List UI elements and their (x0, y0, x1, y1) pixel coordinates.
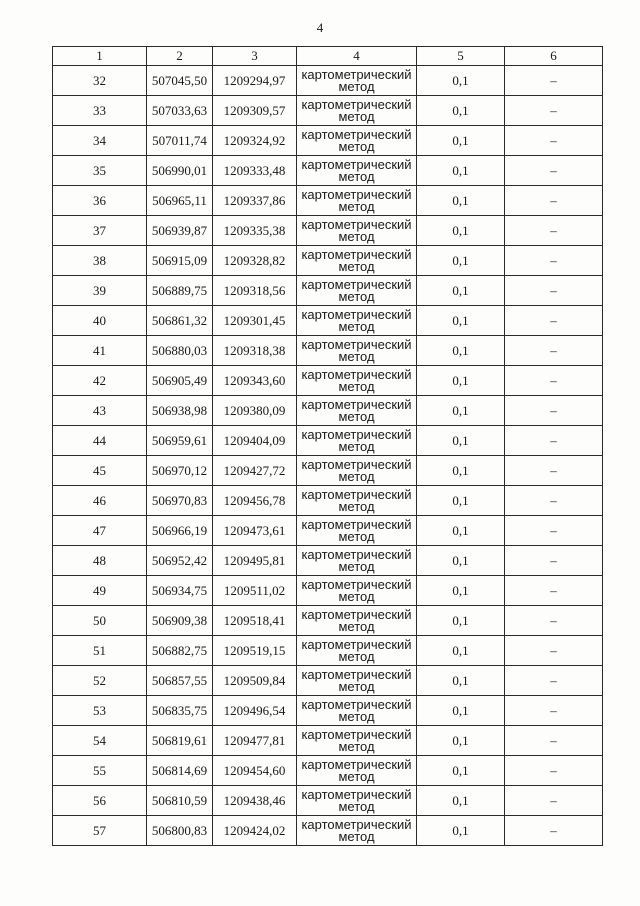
x-coordinate-cell: 506905,49 (147, 366, 213, 396)
accuracy-cell: 0,1 (417, 396, 505, 426)
table-body (53, 66, 603, 846)
point-number-cell: 33 (53, 96, 147, 126)
method-line-1: картометрический (301, 366, 412, 382)
description-cell: – (505, 126, 603, 156)
method-line-1: картометрический (301, 126, 412, 142)
x-coordinate-cell: 506938,98 (147, 396, 213, 426)
table-row (53, 126, 603, 156)
method-line-2: метод (338, 318, 375, 334)
method-cell (297, 156, 417, 186)
method-line-2: метод (338, 618, 375, 634)
x-coordinate-cell: 506889,75 (147, 276, 213, 306)
method-line-1: картометрический (301, 516, 412, 532)
table-row (53, 366, 603, 396)
description-cell: – (505, 786, 603, 816)
table-row (53, 276, 603, 306)
method-line-1: картометрический (301, 216, 412, 232)
y-coordinate-cell: 1209324,92 (213, 126, 297, 156)
point-number-cell: 47 (53, 516, 147, 546)
table-row (53, 786, 603, 816)
x-coordinate-cell: 506819,61 (147, 726, 213, 756)
table-row (53, 156, 603, 186)
method-cell (297, 726, 417, 756)
description-cell: – (505, 186, 603, 216)
method-cell (297, 66, 417, 96)
accuracy-cell: 0,1 (417, 786, 505, 816)
method-cell (297, 666, 417, 696)
y-coordinate-cell: 1209318,38 (213, 336, 297, 366)
accuracy-cell: 0,1 (417, 216, 505, 246)
point-number-cell: 54 (53, 726, 147, 756)
accuracy-cell: 0,1 (417, 336, 505, 366)
y-coordinate-cell: 1209343,60 (213, 366, 297, 396)
point-number-cell: 55 (53, 756, 147, 786)
method-line-1: картометрический (301, 426, 412, 442)
method-cell (297, 396, 417, 426)
method-cell (297, 516, 417, 546)
description-cell: – (505, 486, 603, 516)
table-row (53, 816, 603, 846)
description-cell: – (505, 756, 603, 786)
accuracy-cell: 0,1 (417, 666, 505, 696)
table-row (53, 306, 603, 336)
method-line-1: картометрический (301, 726, 412, 742)
description-cell: – (505, 336, 603, 366)
description-cell: – (505, 666, 603, 696)
description-cell: – (505, 66, 603, 96)
x-coordinate-cell: 506970,83 (147, 486, 213, 516)
accuracy-cell: 0,1 (417, 96, 505, 126)
description-cell: – (505, 366, 603, 396)
point-number-cell: 42 (53, 366, 147, 396)
method-line-2: метод (338, 228, 375, 244)
method-cell (297, 366, 417, 396)
point-number-cell: 46 (53, 486, 147, 516)
column-header-5: 5 (417, 47, 505, 66)
method-line-1: картометрический (301, 246, 412, 262)
method-cell (297, 696, 417, 726)
method-line-1: картометрический (301, 486, 412, 502)
x-coordinate-cell: 506970,12 (147, 456, 213, 486)
point-number-cell: 52 (53, 666, 147, 696)
y-coordinate-cell: 1209509,84 (213, 666, 297, 696)
y-coordinate-cell: 1209496,54 (213, 696, 297, 726)
method-line-2: метод (338, 558, 375, 574)
table-row (53, 216, 603, 246)
y-coordinate-cell: 1209477,81 (213, 726, 297, 756)
accuracy-cell: 0,1 (417, 276, 505, 306)
point-number-cell: 45 (53, 456, 147, 486)
description-cell: – (505, 426, 603, 456)
accuracy-cell: 0,1 (417, 756, 505, 786)
y-coordinate-cell: 1209438,46 (213, 786, 297, 816)
method-line-2: метод (338, 378, 375, 394)
x-coordinate-cell: 506939,87 (147, 216, 213, 246)
point-number-cell: 41 (53, 336, 147, 366)
method-cell (297, 486, 417, 516)
method-line-2: метод (338, 438, 375, 454)
y-coordinate-cell: 1209424,02 (213, 816, 297, 846)
y-coordinate-cell: 1209301,45 (213, 306, 297, 336)
table-row (53, 486, 603, 516)
table-row (53, 66, 603, 96)
point-number-cell: 53 (53, 696, 147, 726)
description-cell: – (505, 636, 603, 666)
method-line-1: картометрический (301, 306, 412, 322)
accuracy-cell: 0,1 (417, 606, 505, 636)
description-cell: – (505, 396, 603, 426)
accuracy-cell: 0,1 (417, 516, 505, 546)
table-row (53, 546, 603, 576)
x-coordinate-cell: 506990,01 (147, 156, 213, 186)
method-cell (297, 546, 417, 576)
x-coordinate-cell: 506909,38 (147, 606, 213, 636)
point-number-cell: 57 (53, 816, 147, 846)
method-line-2: метод (338, 108, 375, 124)
point-number-cell: 49 (53, 576, 147, 606)
x-coordinate-cell: 506810,59 (147, 786, 213, 816)
description-cell: – (505, 546, 603, 576)
y-coordinate-cell: 1209518,41 (213, 606, 297, 636)
method-line-1: картометрический (301, 96, 412, 112)
description-cell: – (505, 456, 603, 486)
x-coordinate-cell: 506880,03 (147, 336, 213, 366)
accuracy-cell: 0,1 (417, 546, 505, 576)
x-coordinate-cell: 506800,83 (147, 816, 213, 846)
method-line-1: картометрический (301, 606, 412, 622)
method-line-2: метод (338, 198, 375, 214)
table-row (53, 246, 603, 276)
description-cell: – (505, 216, 603, 246)
table-row (53, 576, 603, 606)
coordinates-table (52, 46, 603, 846)
point-number-cell: 32 (53, 66, 147, 96)
description-cell: – (505, 726, 603, 756)
y-coordinate-cell: 1209404,09 (213, 426, 297, 456)
accuracy-cell: 0,1 (417, 66, 505, 96)
point-number-cell: 38 (53, 246, 147, 276)
table-row (53, 456, 603, 486)
accuracy-cell: 0,1 (417, 456, 505, 486)
table-row (53, 666, 603, 696)
table-row (53, 396, 603, 426)
point-number-cell: 35 (53, 156, 147, 186)
description-cell: – (505, 276, 603, 306)
method-line-2: метод (338, 648, 375, 664)
y-coordinate-cell: 1209333,48 (213, 156, 297, 186)
method-cell (297, 216, 417, 246)
method-line-1: картометрический (301, 696, 412, 712)
point-number-cell: 43 (53, 396, 147, 426)
point-number-cell: 39 (53, 276, 147, 306)
accuracy-cell: 0,1 (417, 696, 505, 726)
accuracy-cell: 0,1 (417, 726, 505, 756)
table-header-row (53, 47, 603, 66)
method-line-2: метод (338, 798, 375, 814)
method-cell (297, 456, 417, 486)
method-line-2: метод (338, 78, 375, 94)
accuracy-cell: 0,1 (417, 306, 505, 336)
x-coordinate-cell: 506915,09 (147, 246, 213, 276)
y-coordinate-cell: 1209328,82 (213, 246, 297, 276)
description-cell: – (505, 306, 603, 336)
method-line-1: картометрический (301, 576, 412, 592)
x-coordinate-cell: 506952,42 (147, 546, 213, 576)
method-line-2: метод (338, 498, 375, 514)
point-number-cell: 56 (53, 786, 147, 816)
method-line-1: картометрический (301, 396, 412, 412)
table-row (53, 96, 603, 126)
point-number-cell: 44 (53, 426, 147, 456)
table-row (53, 696, 603, 726)
y-coordinate-cell: 1209318,56 (213, 276, 297, 306)
method-cell (297, 606, 417, 636)
method-line-2: метод (338, 348, 375, 364)
y-coordinate-cell: 1209454,60 (213, 756, 297, 786)
method-line-2: метод (338, 588, 375, 604)
method-line-2: метод (338, 528, 375, 544)
method-cell (297, 186, 417, 216)
table-row (53, 636, 603, 666)
accuracy-cell: 0,1 (417, 156, 505, 186)
point-number-cell: 48 (53, 546, 147, 576)
point-number-cell: 51 (53, 636, 147, 666)
method-cell (297, 786, 417, 816)
y-coordinate-cell: 1209519,15 (213, 636, 297, 666)
method-cell (297, 576, 417, 606)
y-coordinate-cell: 1209337,86 (213, 186, 297, 216)
x-coordinate-cell: 506835,75 (147, 696, 213, 726)
x-coordinate-cell: 507033,63 (147, 96, 213, 126)
method-line-1: картометрический (301, 546, 412, 562)
description-cell: – (505, 816, 603, 846)
point-number-cell: 34 (53, 126, 147, 156)
table-row (53, 186, 603, 216)
x-coordinate-cell: 507045,50 (147, 66, 213, 96)
x-coordinate-cell: 506965,11 (147, 186, 213, 216)
method-line-1: картометрический (301, 666, 412, 682)
table-row (53, 606, 603, 636)
method-cell (297, 126, 417, 156)
y-coordinate-cell: 1209427,72 (213, 456, 297, 486)
method-line-1: картометрический (301, 636, 412, 652)
x-coordinate-cell: 506857,55 (147, 666, 213, 696)
method-line-2: метод (338, 288, 375, 304)
y-coordinate-cell: 1209473,61 (213, 516, 297, 546)
table-row (53, 426, 603, 456)
method-line-1: картометрический (301, 756, 412, 772)
method-line-2: метод (338, 828, 375, 844)
point-number-cell: 50 (53, 606, 147, 636)
method-line-1: картометрический (301, 336, 412, 352)
description-cell: – (505, 96, 603, 126)
point-number-cell: 40 (53, 306, 147, 336)
y-coordinate-cell: 1209456,78 (213, 486, 297, 516)
y-coordinate-cell: 1209380,09 (213, 396, 297, 426)
method-line-2: метод (338, 408, 375, 424)
accuracy-cell: 0,1 (417, 816, 505, 846)
method-cell (297, 336, 417, 366)
accuracy-cell: 0,1 (417, 186, 505, 216)
y-coordinate-cell: 1209309,57 (213, 96, 297, 126)
column-header-3: 3 (213, 47, 297, 66)
description-cell: – (505, 246, 603, 276)
accuracy-cell: 0,1 (417, 126, 505, 156)
x-coordinate-cell: 506959,61 (147, 426, 213, 456)
method-line-1: картометрический (301, 786, 412, 802)
method-line-2: метод (338, 768, 375, 784)
accuracy-cell: 0,1 (417, 246, 505, 276)
column-header-6: 6 (505, 47, 603, 66)
accuracy-cell: 0,1 (417, 426, 505, 456)
method-cell (297, 756, 417, 786)
method-line-1: картометрический (301, 186, 412, 202)
accuracy-cell: 0,1 (417, 486, 505, 516)
description-cell: – (505, 696, 603, 726)
method-line-2: метод (338, 138, 375, 154)
x-coordinate-cell: 506934,75 (147, 576, 213, 606)
column-header-2: 2 (147, 47, 213, 66)
table-row (53, 726, 603, 756)
method-line-2: метод (338, 258, 375, 274)
column-header-1: 1 (53, 47, 147, 66)
method-cell (297, 96, 417, 126)
table-row (53, 516, 603, 546)
y-coordinate-cell: 1209335,38 (213, 216, 297, 246)
description-cell: – (505, 516, 603, 546)
method-line-2: метод (338, 468, 375, 484)
method-cell (297, 276, 417, 306)
x-coordinate-cell: 506966,19 (147, 516, 213, 546)
method-line-2: метод (338, 738, 375, 754)
accuracy-cell: 0,1 (417, 636, 505, 666)
method-line-2: метод (338, 168, 375, 184)
table-row (53, 756, 603, 786)
x-coordinate-cell: 506814,69 (147, 756, 213, 786)
point-number-cell: 37 (53, 216, 147, 246)
method-line-1: картометрический (301, 816, 412, 832)
method-cell (297, 816, 417, 846)
method-line-2: метод (338, 678, 375, 694)
x-coordinate-cell: 506861,32 (147, 306, 213, 336)
column-header-4: 4 (297, 47, 417, 66)
table-row (53, 336, 603, 366)
y-coordinate-cell: 1209495,81 (213, 546, 297, 576)
method-cell (297, 246, 417, 276)
method-cell (297, 636, 417, 666)
method-line-1: картометрический (301, 66, 412, 82)
point-number-cell: 36 (53, 186, 147, 216)
method-line-1: картометрический (301, 276, 412, 292)
x-coordinate-cell: 507011,74 (147, 126, 213, 156)
method-cell (297, 306, 417, 336)
description-cell: – (505, 156, 603, 186)
y-coordinate-cell: 1209511,02 (213, 576, 297, 606)
method-line-1: картометрический (301, 456, 412, 472)
method-cell (297, 426, 417, 456)
x-coordinate-cell: 506882,75 (147, 636, 213, 666)
page-number: 4 (316, 20, 324, 35)
description-cell: – (505, 576, 603, 606)
y-coordinate-cell: 1209294,97 (213, 66, 297, 96)
method-line-1: картометрический (301, 156, 412, 172)
accuracy-cell: 0,1 (417, 576, 505, 606)
accuracy-cell: 0,1 (417, 366, 505, 396)
method-line-2: метод (338, 708, 375, 724)
description-cell: – (505, 606, 603, 636)
